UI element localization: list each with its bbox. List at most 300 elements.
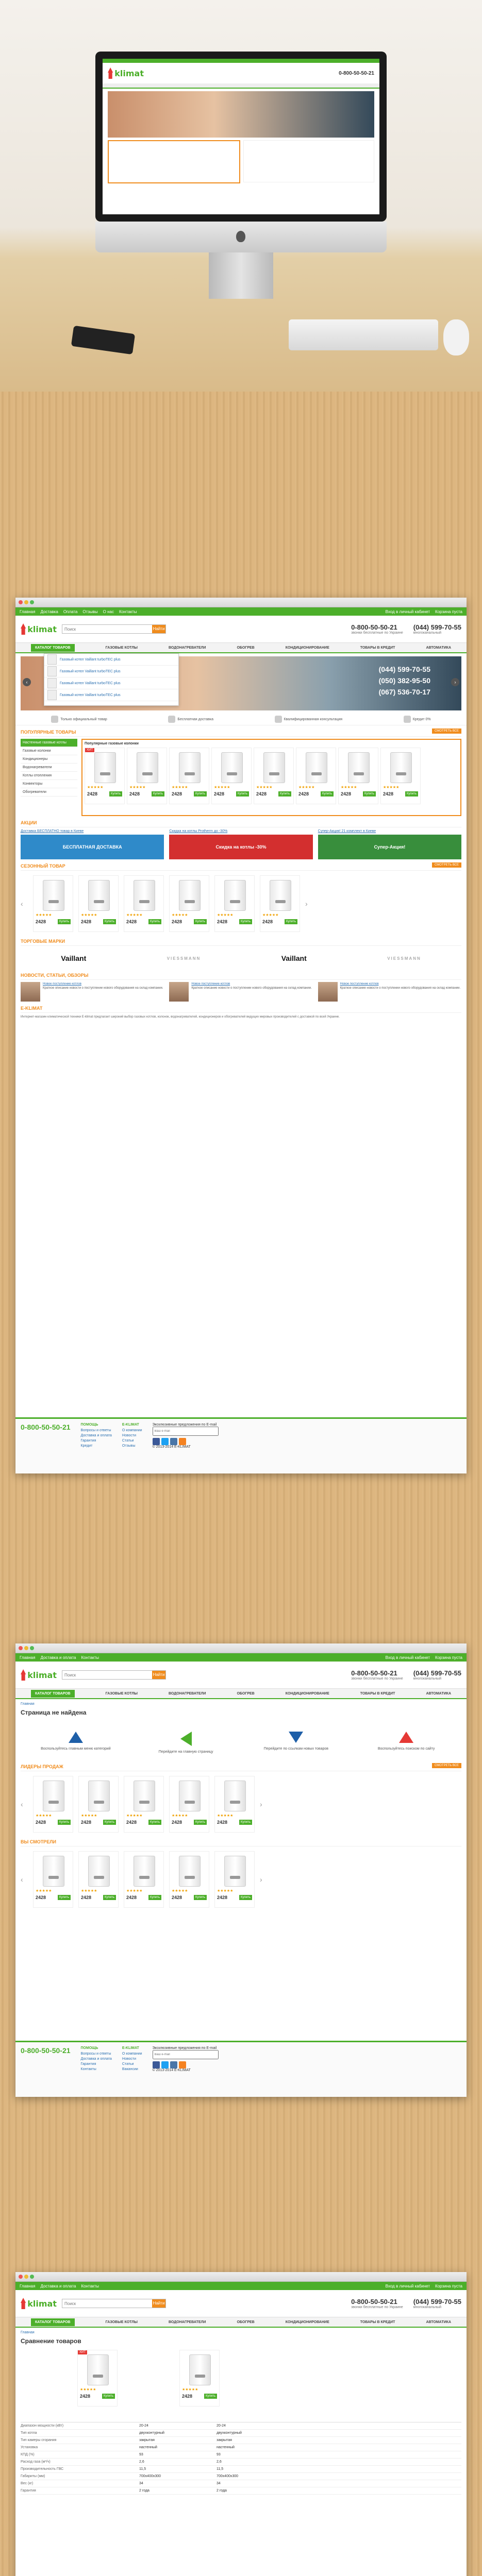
- buy-button[interactable]: Купить: [285, 919, 297, 924]
- promo-banner[interactable]: БЕСПЛАТНАЯ ДОСТАВКА: [21, 835, 164, 859]
- maximize-icon[interactable]: [30, 2275, 34, 2279]
- spec-row: Производительность ГВС 11,5 11,5: [21, 2466, 461, 2473]
- search-result[interactable]: Газовый котел Vaillant turboTEC plus: [44, 654, 178, 666]
- rating-stars: ★★★★★: [217, 913, 234, 917]
- vk-icon[interactable]: [170, 1438, 177, 1445]
- boiler-image: [390, 752, 412, 783]
- product-price: 2428: [36, 1820, 46, 1825]
- category-item[interactable]: Конвекторы: [21, 780, 77, 788]
- buy-button[interactable]: Купить: [148, 919, 161, 924]
- screen-products: [108, 140, 374, 183]
- brand-logo[interactable]: VIESSMANN: [387, 956, 421, 961]
- carousel-prev-icon[interactable]: ‹: [21, 900, 23, 908]
- buy-button[interactable]: Купить: [321, 791, 334, 796]
- boiler-image: [134, 1781, 155, 1811]
- spec-table: [21, 2422, 461, 2495]
- phone-free-number: 0-800-50-50-21: [351, 623, 397, 631]
- buy-button[interactable]: Купить: [363, 791, 376, 796]
- boiler-image: [221, 752, 243, 783]
- rating-stars: ★★★★★: [217, 1814, 234, 1818]
- site-footer: [15, 2041, 467, 2097]
- product-card[interactable]: [338, 748, 378, 804]
- benefit-item: Только официальный товар: [51, 716, 107, 723]
- product-card[interactable]: [179, 2350, 220, 2406]
- phone-kyiv-number: (044) 599-70-55: [413, 623, 461, 631]
- product-card[interactable]: [169, 1776, 209, 1833]
- close-icon[interactable]: [19, 2275, 23, 2279]
- site-logo[interactable]: [21, 1665, 57, 1685]
- product-price: 2428: [129, 791, 140, 796]
- site-topbar: [15, 2282, 467, 2290]
- promo-item[interactable]: [21, 829, 164, 859]
- search-input[interactable]: [62, 2299, 152, 2308]
- login-link[interactable]: Вход в личный кабинет: [385, 2283, 430, 2289]
- footer-link[interactable]: О компании: [122, 2052, 142, 2056]
- topbar-link-home[interactable]: Главная: [20, 609, 36, 614]
- topbar-link-home[interactable]: Главная: [20, 2283, 36, 2289]
- category-list: [21, 739, 77, 816]
- product-card[interactable]: [33, 1851, 73, 1908]
- spec-row: Расход газа (м³/ч) 2,6 2,6: [21, 2459, 461, 2466]
- hero-phones: [379, 664, 430, 698]
- product-price: 2428: [217, 919, 228, 924]
- nav-automation[interactable]: АВТОМАТИКА: [426, 1691, 451, 1696]
- section-promos: АКЦИИ: [21, 820, 461, 827]
- nav-heaters[interactable]: ВОДОНАГРЕВАТЕЛИ: [169, 2320, 206, 2324]
- footer-link[interactable]: Новости: [122, 1434, 137, 1437]
- product-card[interactable]: [254, 748, 294, 804]
- product-card[interactable]: [214, 1776, 255, 1833]
- nav-credit[interactable]: ТОВАРЫ В КРЕДИТ: [360, 1691, 395, 1696]
- topbar-link-delivery[interactable]: Доставка и оплата: [40, 1655, 76, 1660]
- buy-button[interactable]: Купить: [194, 919, 207, 924]
- screen-hero: [108, 91, 374, 138]
- carousel-next-icon[interactable]: ›: [260, 1800, 262, 1808]
- buy-button[interactable]: Купить: [103, 919, 116, 924]
- category-item[interactable]: Котлы отопления: [21, 772, 77, 780]
- screen-brand: klimat: [114, 68, 144, 78]
- page-title: Страница не найдена: [21, 1709, 87, 1716]
- nav-boilers[interactable]: ГАЗОВЫЕ КОТЛЫ: [105, 1691, 138, 1696]
- slider-next-icon[interactable]: ›: [451, 678, 459, 686]
- close-icon[interactable]: [19, 600, 23, 604]
- product-price: 2428: [182, 2394, 193, 2399]
- topbar-link-contacts[interactable]: Контакты: [119, 609, 137, 614]
- buy-button[interactable]: Купить: [148, 1895, 161, 1900]
- rating-stars: ★★★★★: [126, 1889, 143, 1893]
- monitor-mockup: [95, 52, 387, 258]
- browser-window-404: [15, 1643, 467, 2097]
- topbar-link-contacts[interactable]: Контакты: [81, 2283, 99, 2289]
- news-item[interactable]: [21, 982, 164, 1002]
- browser-chrome: [15, 1643, 467, 1653]
- product-price: 2428: [80, 2394, 91, 2399]
- ok-icon[interactable]: [179, 1438, 186, 1445]
- news-text: Краткое описание новости о поступлении нового оборудования на склад компании.: [340, 987, 461, 990]
- product-card[interactable]: [214, 875, 255, 932]
- screen-header: [103, 63, 379, 83]
- product-price: 2428: [172, 1895, 182, 1900]
- search-input[interactable]: [62, 625, 152, 633]
- search-box: [62, 1670, 166, 1680]
- footer-link[interactable]: Кредит: [80, 1444, 93, 1448]
- brand-logo[interactable]: VIESSMANN: [167, 956, 201, 961]
- nav-credit[interactable]: ТОВАРЫ В КРЕДИТ: [360, 646, 395, 650]
- maximize-icon[interactable]: [30, 600, 34, 604]
- boiler-image: [88, 880, 110, 911]
- site-header: [15, 616, 467, 642]
- buy-button[interactable]: Купить: [152, 791, 164, 796]
- buy-button[interactable]: Купить: [103, 1820, 116, 1825]
- benefits-bar: [15, 714, 467, 725]
- section-popular: ПОПУЛЯРНЫЕ ТОВАРЫ СМОТРЕТЬ ВСЕ: [21, 730, 461, 737]
- category-item[interactable]: Водонагреватели: [21, 764, 77, 772]
- monitor-bezel: [95, 52, 387, 222]
- footer-link[interactable]: Вопросы и ответы: [80, 1429, 111, 1432]
- search-result[interactable]: Газовый котел Vaillant turboTEC plus: [44, 666, 178, 677]
- topbar-link-home[interactable]: Главная: [20, 1655, 36, 1660]
- buy-button[interactable]: Купить: [278, 791, 291, 796]
- copyright: © 2013-2014 E-KLIMAT: [152, 2069, 191, 2072]
- search-box: [62, 624, 166, 634]
- spec-row: Вес (кг) 34 34: [21, 2480, 461, 2487]
- nav-ac[interactable]: КОНДИЦИОНИРОВАНИЕ: [285, 646, 329, 650]
- more-button[interactable]: СМОТРЕТЬ ВСЕ: [432, 728, 461, 734]
- brand-name: klimat: [27, 624, 57, 634]
- product-price: 2428: [217, 1820, 228, 1825]
- screen-topbar: [103, 59, 379, 63]
- promo-item[interactable]: [169, 829, 312, 859]
- cart-link[interactable]: Корзина пуста: [435, 2283, 462, 2289]
- buy-button[interactable]: Купить: [239, 1895, 252, 1900]
- buy-button[interactable]: Купить: [102, 2394, 115, 2399]
- vk-icon[interactable]: [170, 2061, 177, 2069]
- carousel-next-icon[interactable]: ›: [260, 1875, 262, 1884]
- nav-ac[interactable]: КОНДИЦИОНИРОВАНИЕ: [285, 2320, 329, 2324]
- footer-help: ПОМОЩЬ Вопросы и ответы Доставка и оплата Гарантия Кредит: [80, 1423, 112, 1448]
- footer-link[interactable]: Гарантия: [80, 2062, 96, 2066]
- nav-ac[interactable]: КОНДИЦИОНИРОВАНИЕ: [285, 1691, 329, 1696]
- rating-stars: ★★★★★: [87, 786, 104, 789]
- browser-window-compare: [15, 2272, 467, 2576]
- product-price: 2428: [87, 791, 98, 796]
- buy-button[interactable]: Купить: [58, 1895, 71, 1900]
- news-title[interactable]: Новое поступление котлов: [340, 982, 379, 986]
- site-topbar: [15, 607, 467, 616]
- footer-link[interactable]: Статьи: [122, 2062, 134, 2066]
- category-item[interactable]: Газовые колонки: [21, 747, 77, 755]
- buy-button[interactable]: Купить: [239, 1820, 252, 1825]
- buy-button[interactable]: Купить: [194, 1895, 207, 1900]
- product-card[interactable]: [77, 2350, 118, 2406]
- product-price: 2428: [172, 919, 182, 924]
- boiler-image: [224, 1781, 246, 1811]
- product-card[interactable]: [296, 748, 336, 804]
- email-field[interactable]: [153, 2050, 219, 2059]
- search-button[interactable]: Найти: [152, 1671, 165, 1679]
- product-card[interactable]: [85, 748, 125, 804]
- product-card[interactable]: [169, 748, 209, 804]
- site-logo[interactable]: [21, 2294, 57, 2313]
- more-button[interactable]: СМОТРЕТЬ ВСЕ: [432, 862, 461, 868]
- footer-link[interactable]: Вакансии: [122, 2067, 138, 2071]
- product-card[interactable]: [33, 1776, 73, 1833]
- boiler-image: [87, 2354, 109, 2385]
- carousel-next-icon[interactable]: ›: [305, 900, 308, 908]
- buy-button[interactable]: Купить: [58, 1820, 71, 1825]
- screen-nav: [103, 83, 379, 89]
- main-nav: [15, 642, 467, 653]
- search-result[interactable]: Газовый котел Vaillant turboTEC plus: [44, 677, 178, 689]
- product-card[interactable]: [124, 1776, 164, 1833]
- about-text: Интернет-магазин климатической техники E-klimat предлагает широкий выбор газовых котлов, колонок, водонагревателей, кондиционеров и обогревателей ведущих мировых производителей с доставкой по всей Украине.: [21, 1015, 340, 1019]
- news-image: [318, 982, 338, 1002]
- promo-title[interactable]: Доставка БЕСПЛАТНО товар в Киеве: [21, 829, 84, 833]
- facebook-icon[interactable]: [153, 1438, 160, 1445]
- slider-prev-icon[interactable]: ‹: [23, 678, 31, 686]
- product-card[interactable]: [214, 1851, 255, 1908]
- nav-automation[interactable]: АВТОМАТИКА: [426, 646, 451, 650]
- close-icon[interactable]: [19, 1646, 23, 1650]
- topbar-link-delivery[interactable]: Доставка и оплата: [40, 2283, 76, 2289]
- twitter-icon[interactable]: [161, 1438, 169, 1445]
- product-card[interactable]: [124, 875, 164, 932]
- benefit-item: Бесплатная доставка: [168, 716, 213, 723]
- product-card[interactable]: [78, 1776, 119, 1833]
- search-button[interactable]: Найти: [152, 2299, 165, 2308]
- footer-link[interactable]: Доставка и оплата: [80, 2057, 112, 2061]
- promo-title[interactable]: Супер-Акция! 21 комплект в Киеве: [318, 829, 376, 833]
- buy-button[interactable]: Купить: [236, 791, 249, 796]
- product-price: 2428: [341, 791, 352, 796]
- search-button[interactable]: Найти: [152, 625, 165, 633]
- product-card[interactable]: [211, 748, 252, 804]
- footer-phone: 0-800-50-50-21: [21, 2046, 71, 2055]
- promo-banner[interactable]: Супер-Акция!: [318, 835, 461, 859]
- phone-kyiv: (044) 599-70-55 многоканальный: [413, 2298, 461, 2309]
- footer-subscribe: [153, 1423, 219, 1469]
- footer-company: E-KLIMAT О компании Новости Статьи Вакансии: [122, 2046, 142, 2071]
- product-price: 2428: [172, 791, 182, 796]
- benefit-item: Кредит 0%: [404, 716, 431, 723]
- boiler-image: [88, 1856, 110, 1887]
- product-card[interactable]: [78, 1851, 119, 1908]
- email-field[interactable]: [153, 1427, 219, 1436]
- category-item[interactable]: Обогреватели: [21, 788, 77, 796]
- rating-stars: ★★★★★: [172, 913, 188, 917]
- ok-icon[interactable]: [179, 2061, 186, 2069]
- login-link[interactable]: Вход в личный кабинет: [385, 1655, 430, 1660]
- search-input[interactable]: [62, 1671, 152, 1679]
- buy-button[interactable]: Купить: [405, 791, 418, 796]
- rating-stars: ★★★★★: [172, 786, 188, 789]
- topbar-link-payment[interactable]: Оплата: [63, 609, 78, 614]
- spec-row: Тип котла двухконтурный двухконтурный: [21, 2430, 461, 2437]
- rating-stars: ★★★★★: [81, 913, 97, 917]
- product-card[interactable]: [169, 875, 209, 932]
- nav-catalog[interactable]: КАТАЛОГ ТОВАРОВ: [31, 1690, 75, 1698]
- news-image: [21, 982, 40, 1002]
- buy-button[interactable]: Купить: [239, 919, 252, 924]
- product-card[interactable]: [127, 748, 167, 804]
- phone-free: [351, 623, 403, 635]
- tip-item: Воспользуйтесь поиском по сайту: [368, 1732, 445, 1754]
- news-item[interactable]: [169, 982, 312, 1002]
- promos-row: [21, 829, 461, 859]
- category-item[interactable]: Кондиционеры: [21, 755, 77, 764]
- buy-button[interactable]: Купить: [103, 1895, 116, 1900]
- maximize-icon[interactable]: [30, 1646, 34, 1650]
- brand-logo[interactable]: Vaillant: [281, 954, 307, 962]
- boiler-image: [179, 752, 201, 783]
- topbar-link-delivery[interactable]: Доставка: [40, 609, 58, 614]
- rating-stars: ★★★★★: [81, 1814, 97, 1818]
- footer-phone: 0-800-50-50-21: [21, 1423, 71, 1431]
- breadcrumb[interactable]: Главная: [21, 2331, 35, 2334]
- buy-button[interactable]: Купить: [148, 1820, 161, 1825]
- nav-heaters[interactable]: ВОДОНАГРЕВАТЕЛИ: [169, 1691, 206, 1696]
- product-price: 2428: [256, 791, 267, 796]
- minimize-icon[interactable]: [24, 2275, 28, 2279]
- footer-link[interactable]: Гарантия: [80, 1439, 96, 1443]
- site-logo[interactable]: [21, 619, 57, 639]
- footer-link[interactable]: Статьи: [122, 1439, 134, 1443]
- product-card[interactable]: [380, 748, 421, 804]
- header-phones: [351, 623, 461, 635]
- brand-logo[interactable]: Vaillant: [61, 954, 87, 962]
- news-text: Краткое описание новости о поступлении нового оборудования на склад компании.: [191, 987, 312, 990]
- buy-button[interactable]: Купить: [204, 2394, 217, 2399]
- nav-boilers[interactable]: ГАЗОВЫЕ КОТЛЫ: [105, 2320, 138, 2324]
- news-item[interactable]: [318, 982, 461, 1002]
- facebook-icon[interactable]: [153, 2061, 160, 2069]
- nav-heaters[interactable]: ВОДОНАГРЕВАТЕЛИ: [169, 646, 206, 650]
- spec-row: Габариты (мм) 700x400x300 700x400x300: [21, 2473, 461, 2480]
- promo-item[interactable]: [318, 829, 461, 859]
- buy-button[interactable]: Купить: [109, 791, 122, 796]
- buy-button[interactable]: Купить: [58, 919, 71, 924]
- mouse: [443, 319, 469, 355]
- footer-help: ПОМОЩЬ Вопросы и ответы Доставка и оплата Гарантия Контакты: [80, 2046, 112, 2071]
- site-footer: [15, 1417, 467, 1473]
- boiler-image: [224, 1856, 246, 1887]
- tip-item: Воспользуйтесь главным меню категорий: [37, 1732, 114, 1754]
- nav-credit[interactable]: ТОВАРЫ В КРЕДИТ: [360, 2320, 395, 2324]
- section-bestsellers: ЛИДЕРЫ ПРОДАЖ СМОТРЕТЬ ВСЕ: [21, 1764, 461, 1771]
- truck-icon: [168, 716, 175, 723]
- boiler-image: [43, 1781, 64, 1811]
- product-price: 2428: [81, 919, 92, 924]
- minimize-icon[interactable]: [24, 1646, 28, 1650]
- rating-stars: ★★★★★: [129, 786, 146, 789]
- twitter-icon[interactable]: [161, 2061, 169, 2069]
- footer-link[interactable]: Контакты: [80, 2067, 96, 2071]
- phone-free: 0-800-50-50-21 звонки бесплатные по Украине: [351, 1669, 403, 1681]
- product-badge: ХИТ: [78, 2350, 87, 2354]
- apple-icon: [236, 231, 245, 242]
- breadcrumb[interactable]: Главная: [21, 1702, 35, 1706]
- brand-name: klimat: [27, 2298, 57, 2309]
- news-title[interactable]: Новое поступление котлов: [43, 982, 81, 986]
- viewed-carousel: [21, 1849, 461, 1910]
- topbar-link-about[interactable]: О нас: [103, 609, 114, 614]
- screen-logo: [108, 63, 144, 83]
- promo-title[interactable]: Скидка на котлы Protherm до -30%: [169, 829, 228, 833]
- compare-products: [77, 2350, 461, 2417]
- product-card[interactable]: [78, 875, 119, 932]
- login-link[interactable]: Вход в личный кабинет: [385, 609, 430, 614]
- news-title[interactable]: Новое поступление котлов: [191, 982, 230, 986]
- boiler-image: [43, 1856, 64, 1887]
- boiler-image: [306, 752, 327, 783]
- footer-link[interactable]: Доставка и оплата: [80, 1434, 112, 1437]
- topbar-link-contacts[interactable]: Контакты: [81, 1655, 99, 1660]
- product-badge: ХИТ: [85, 748, 94, 752]
- carousel-prev-icon[interactable]: ‹: [21, 1875, 23, 1884]
- nav-catalog[interactable]: КАТАЛОГ ТОВАРОВ: [31, 644, 75, 652]
- footer-link[interactable]: Отзывы: [122, 1444, 136, 1448]
- buy-button[interactable]: Купить: [194, 1820, 207, 1825]
- boiler-image: [88, 1781, 110, 1811]
- rating-stars: ★★★★★: [126, 1814, 143, 1818]
- nav-catalog[interactable]: КАТАЛОГ ТОВАРОВ: [31, 2318, 75, 2326]
- header-phones: [351, 2298, 461, 2309]
- product-price: 2428: [126, 1895, 137, 1900]
- cart-link[interactable]: Корзина пуста: [435, 1655, 462, 1660]
- carousel-prev-icon[interactable]: ‹: [21, 1800, 23, 1808]
- arrow-up-icon: [399, 1732, 413, 1743]
- product-card[interactable]: [33, 875, 73, 932]
- seasonal-carousel: [21, 873, 461, 935]
- product-price: 2428: [126, 919, 137, 924]
- nav-heating[interactable]: ОБОГРЕВ: [237, 646, 255, 650]
- topbar-link-reviews[interactable]: Отзывы: [82, 609, 98, 614]
- nav-heating[interactable]: ОБОГРЕВ: [237, 2320, 255, 2324]
- footer-link[interactable]: О компании: [122, 1429, 142, 1432]
- product-price: 2428: [36, 919, 46, 924]
- tip-item: Перейдите на главную страницу: [147, 1732, 225, 1754]
- rating-stars: ★★★★★: [80, 2388, 96, 2392]
- browser-chrome: [15, 2272, 467, 2282]
- product-card[interactable]: [260, 875, 300, 932]
- news-row: [21, 982, 461, 1002]
- footer-link[interactable]: Новости: [122, 2057, 137, 2061]
- minimize-icon[interactable]: [24, 600, 28, 604]
- promo-banner[interactable]: Скидка на котлы -30%: [169, 835, 312, 859]
- product-card[interactable]: [124, 1851, 164, 1908]
- search-dropdown: [44, 653, 179, 706]
- hero-phone: (044) 599-70-55: [378, 665, 430, 673]
- boiler-image: [348, 752, 370, 783]
- category-item[interactable]: Настенные газовые котлы: [21, 739, 77, 747]
- product-card[interactable]: [169, 1851, 209, 1908]
- nav-boilers[interactable]: ГАЗОВЫЕ КОТЛЫ: [105, 646, 138, 650]
- phone-kyiv: (044) 599-70-55 многоканальный: [413, 1669, 461, 1681]
- footer-link[interactable]: Вопросы и ответы: [80, 2052, 111, 2056]
- footer-company: E-KLIMAT О компании Новости Статьи Отзывы: [122, 1423, 142, 1448]
- subscribe-label: Эксклюзивные предложения по E-mail: [152, 2046, 217, 2050]
- not-found-tips: [21, 1732, 461, 1754]
- product-price: 2428: [172, 1820, 182, 1825]
- nav-heating[interactable]: ОБОГРЕВ: [237, 1691, 255, 1696]
- boiler-image: [189, 2354, 211, 2385]
- credit-icon: [404, 716, 411, 723]
- buy-button[interactable]: Купить: [194, 791, 207, 796]
- nav-automation[interactable]: АВТОМАТИКА: [426, 2320, 451, 2324]
- search-result[interactable]: Газовый котел Vaillant turboTEC plus: [44, 689, 178, 701]
- more-button[interactable]: СМОТРЕТЬ ВСЕ: [432, 1763, 461, 1768]
- cart-link[interactable]: Корзина пуста: [435, 609, 462, 614]
